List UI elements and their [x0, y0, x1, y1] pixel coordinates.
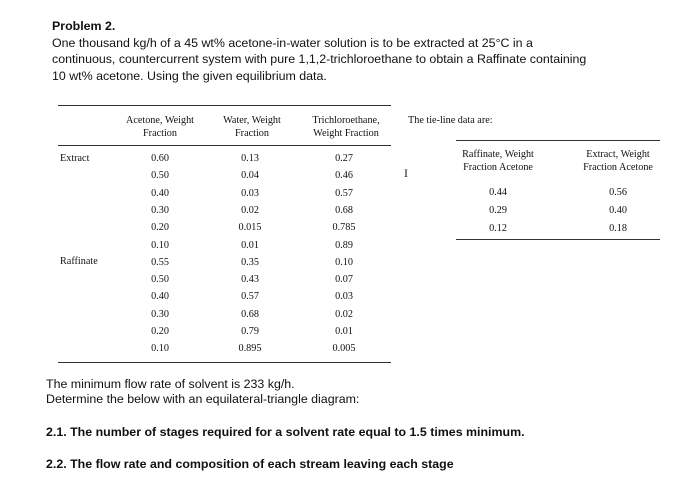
eq-cell: 0.40: [151, 187, 169, 199]
eq-cell: 0.43: [241, 274, 259, 286]
eq-cell: 0.68: [241, 308, 259, 320]
statement-line-1: One thousand kg/h of a 45 wt% acetone-in-water solution is to be extracted at 25°C in a: [52, 35, 533, 50]
tie-cell: 0.40: [609, 205, 627, 216]
eq-header-trichloroethane: [296, 114, 396, 140]
eq-cell: 0.50: [151, 170, 169, 182]
eq-cell: 0.895: [238, 343, 262, 355]
tie-table-top-rule: [456, 140, 660, 141]
eq-cell: 0.40: [151, 291, 169, 303]
eq-cell: 0.10: [335, 256, 353, 268]
tie-header-extract: [568, 148, 668, 174]
eq-table-bottom-rule: [58, 362, 391, 363]
eq-cell: 0.46: [335, 170, 353, 182]
eq-header-water-l1: Water, Weight: [223, 115, 281, 126]
statement-line-2: continuous, countercurrent system with pure 1,1,2-trichloroethane to obtain a Raffinate containing: [52, 52, 587, 66]
eq-cell: 0.785: [332, 222, 356, 234]
eq-cell: 0.79: [241, 326, 259, 337]
eq-cell: 0.03: [241, 187, 259, 199]
question-2-2: 2.2. The flow rate and composition of each stream leaving each stage: [46, 457, 454, 471]
eq-cell: 0.01: [241, 239, 259, 251]
min-solvent-line: The minimum flow rate of solvent is 233 kg/h.: [46, 377, 295, 391]
eq-cell: 0.30: [151, 204, 169, 216]
eq-cell: 0.30: [151, 308, 169, 320]
eq-header-water: [206, 114, 298, 140]
eq-header-acetone-l1: Acetone, Weight: [125, 115, 195, 126]
question-2-1: 2.1. The number of stages required for a solvent rate equal to 1.5 times minimum.: [46, 425, 525, 439]
eq-header-tce-l2: Weight Fraction: [313, 128, 379, 139]
raffinate-label: Raffinate: [60, 256, 98, 267]
tie-header-extract-l1: Extract, Weight: [586, 149, 650, 160]
eq-header-tce-l1: Trichloroethane,: [312, 115, 380, 126]
eq-cell: 0.89: [335, 239, 353, 251]
eq-cell: 0.02: [241, 204, 259, 216]
eq-cell: 0.03: [335, 291, 353, 303]
eq-cell: 0.55: [151, 256, 169, 268]
eq-cell: 0.68: [335, 204, 353, 216]
eq-cell: 0.57: [241, 291, 259, 303]
eq-cell: 0.015: [238, 222, 262, 234]
tie-header-raffinate-l1: Raffinate, Weight: [462, 149, 534, 160]
eq-table-header-rule: [58, 145, 391, 146]
eq-cell: 0.13: [241, 153, 259, 164]
eq-header-acetone: [112, 114, 208, 140]
eq-cell: 0.10: [151, 239, 169, 251]
eq-cell: 0.005: [332, 343, 356, 355]
eq-cell: 0.10: [151, 343, 169, 355]
eq-cell: 0.27: [335, 153, 353, 164]
eq-cell: 0.20: [151, 222, 169, 234]
problem-title: Problem 2.: [52, 19, 116, 33]
tie-cell: 0.56: [609, 187, 627, 198]
tie-cell: 0.29: [489, 205, 507, 216]
tie-header-raffinate-l2: Fraction Acetone: [463, 162, 533, 173]
eq-cell: 0.35: [241, 256, 259, 268]
tie-header-extract-l2: Fraction Acetone: [583, 162, 653, 173]
eq-header-water-l2: Fraction: [235, 128, 269, 139]
tie-cell: 0.12: [489, 223, 507, 234]
text-cursor-icon: I: [404, 166, 408, 180]
tie-header-raffinate: [448, 148, 548, 174]
eq-header-acetone-l2: Fraction: [143, 128, 177, 139]
statement-line-3: 10 wt% acetone. Using the given equilibrium data.: [52, 68, 327, 83]
eq-table-top-rule: [58, 105, 391, 106]
eq-cell: 0.20: [151, 326, 169, 337]
tie-line-title: The tie-line data are:: [408, 115, 493, 126]
eq-cell: 0.57: [335, 187, 353, 199]
eq-cell: 0.07: [335, 274, 353, 286]
tie-cell: 0.44: [489, 187, 507, 198]
extract-label: Extract: [60, 153, 90, 164]
eq-cell: 0.02: [335, 308, 353, 320]
eq-cell: 0.04: [241, 170, 259, 182]
tie-cell: 0.18: [609, 223, 627, 234]
eq-cell: 0.50: [151, 274, 169, 286]
determine-line: Determine the below with an equilateral-triangle diagram:: [46, 392, 360, 406]
eq-cell: 0.60: [151, 153, 169, 164]
problem-statement: [52, 18, 652, 84]
tie-table-bottom-rule: [456, 239, 660, 240]
eq-cell: 0.01: [335, 326, 353, 337]
